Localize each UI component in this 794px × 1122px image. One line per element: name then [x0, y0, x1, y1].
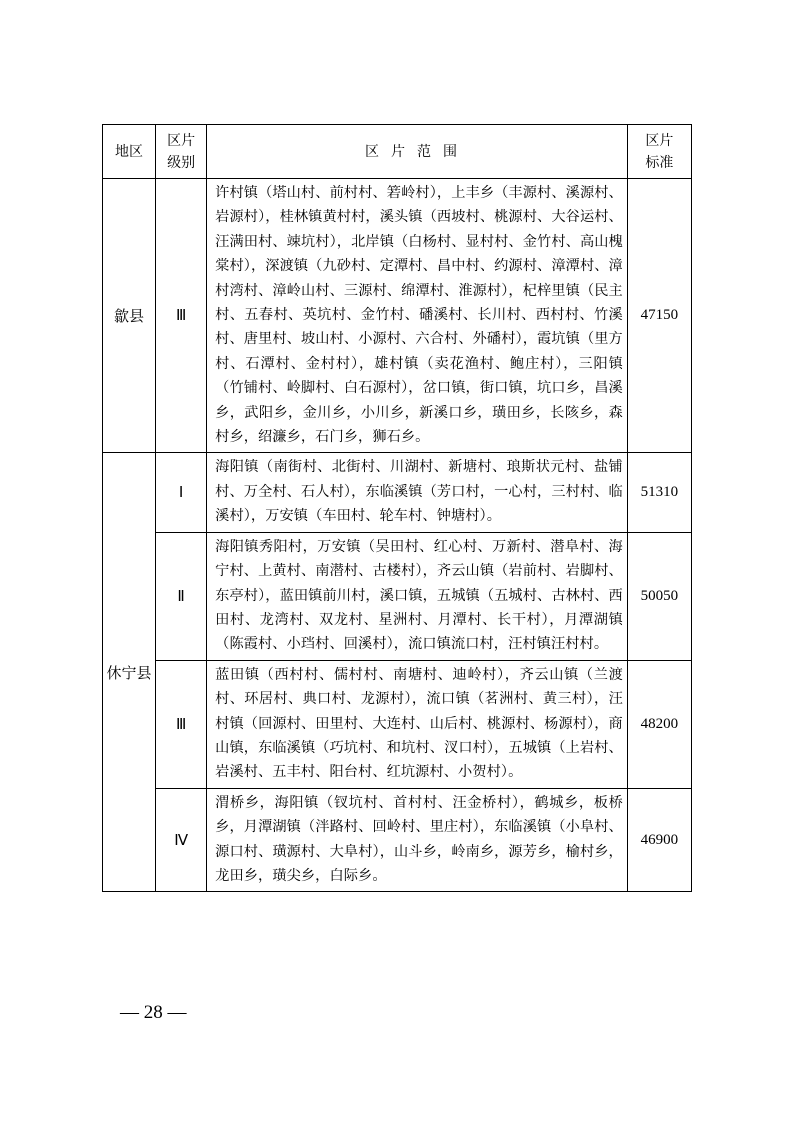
level-cell: Ⅰ [156, 453, 207, 532]
level-cell: Ⅲ [156, 179, 207, 453]
range-cell: 许村镇（塔山村、前村村、箬岭村），上丰乡（丰源村、溪源村、岩源村），桂林镇黄村村，溪头镇（西坡村、桃源村、大谷运村、汪满田村、竦坑村），北岸镇（白杨村、显村村、金竹村、高山槐棠村），深渡镇（九砂村、定潭村、昌中村、约源村、漳潭村、漳村湾村、漳岭山村、三源村、绵潭村、淮源村），杞梓里镇（民主村、五春村、英坑村、金竹村、磻溪村、长川村、西村村、竹溪村、唐里村、坡山村、小源村、六合村、外磻村），霞坑镇（里方村、石潭村、金村村），雄村镇（卖花渔村、鲍庄村），三阳镇（竹铺村、岭脚村、白石源村），岔口镇，街口镇，坑口乡，昌溪乡，武阳乡，金川乡，小川乡，新溪口乡，璜田乡，长陔乡，森村乡，绍濂乡，石门乡，狮石乡。 [207, 179, 628, 453]
range-cell: 渭桥乡，海阳镇（钗坑村、首村村、汪金桥村），鹤城乡，板桥乡，月潭湖镇（泮路村、回岭村、里庄村），东临溪镇（小阜村、源口村、璜源村、大阜村），山斗乡，岭南乡，源芳乡，榆村乡，龙田乡，璜尖乡，白际乡。 [207, 788, 628, 892]
header-standard: 区片 标准 [627, 125, 691, 179]
region-cell: 休宁县 [103, 453, 156, 892]
table-row [103, 179, 692, 453]
table-header-row [103, 125, 692, 179]
level-cell: Ⅳ [156, 788, 207, 892]
header-range: 区片范围 [207, 125, 628, 179]
range-cell: 海阳镇秀阳村，万安镇（吴田村、红心村、万新村、潜阜村、海宁村、上黄村、南潜村、古楼村），齐云山镇（岩前村、岩脚村、东亭村），蓝田镇前川村，溪口镇，五城镇（五城村、古林村、西田村、龙湾村、双龙村、星洲村、月潭村、长干村），月潭湖镇（陈霞村、小珰村、回溪村），流口镇流口村，汪村镇汪村村。 [207, 532, 628, 660]
table-row [103, 788, 692, 892]
header-level: 区片 级别 [156, 125, 207, 179]
page-number: — 28 — [120, 1002, 187, 1023]
standard-cell: 47150 [627, 179, 691, 453]
range-cell: 蓝田镇（西村村、儒村村、南塘村、迪岭村），齐云山镇（兰渡村、环居村、典口村、龙源村），流口镇（茗洲村、黄三村），汪村镇（回源村、田里村、大连村、山后村、桃源村、杨源村），商山镇，东临溪镇（巧坑村、和坑村、汊口村），五城镇（上岩村、岩溪村、五丰村、阳台村、红坑源村、小贺村）。 [207, 660, 628, 788]
table-row [103, 660, 692, 788]
standard-cell: 48200 [627, 660, 691, 788]
standard-cell: 51310 [627, 453, 691, 532]
standard-cell: 46900 [627, 788, 691, 892]
table-row [103, 532, 692, 660]
standard-cell: 50050 [627, 532, 691, 660]
header-area: 地区 [103, 125, 156, 179]
table-row [103, 453, 692, 532]
range-cell: 海阳镇（南街村、北街村、川湖村、新塘村、琅斯状元村、盐铺村、万全村、石人村），东临溪镇（芳口村，一心村，三村村、临溪村），万安镇（车田村、轮车村、钟塘村）。 [207, 453, 628, 532]
region-cell: 歙县 [103, 179, 156, 453]
land-price-table [102, 124, 692, 892]
level-cell: Ⅱ [156, 532, 207, 660]
level-cell: Ⅲ [156, 660, 207, 788]
